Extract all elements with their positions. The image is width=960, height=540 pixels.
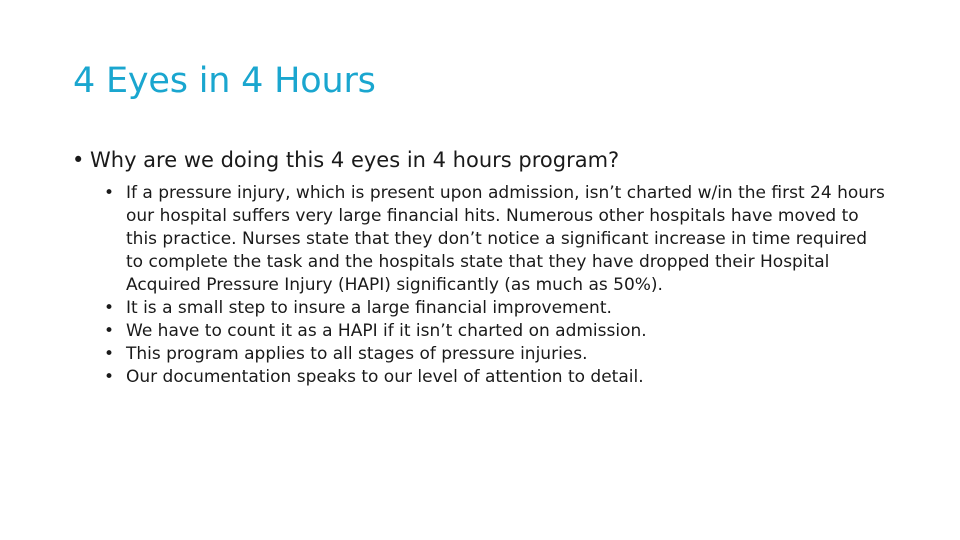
sub-bullet-item (104, 366, 892, 389)
bullet-icon: • (104, 298, 115, 318)
sub-bullet-item (104, 297, 892, 320)
sub-bullet-text: It is a small step to insure a large financial improvement. (126, 298, 612, 318)
sub-bullet-list (104, 182, 892, 389)
sub-bullet-text: This program applies to all stages of pressure injuries. (126, 344, 588, 364)
sub-bullet-item (104, 343, 892, 366)
sub-bullet-text: Our documentation speaks to our level of attention to detail. (126, 367, 644, 387)
slide-content (72, 143, 892, 389)
main-bullet-item (72, 143, 892, 389)
sub-bullet-text: We have to count it as a HAPI if it isn’t charted on admission. (126, 321, 647, 341)
slide-title: 4 Eyes in 4 Hours (73, 61, 376, 101)
bullet-list (72, 143, 892, 389)
sub-bullet-item (104, 320, 892, 343)
bullet-icon: • (104, 321, 115, 341)
bullet-icon: • (104, 367, 115, 387)
bullet-icon: • (72, 148, 85, 172)
sub-bullet-text: If a pressure injury, which is present upon admission, isn’t charted w/in the first 24 hours our hospital suffers very large financial hits. Numerous other hospitals have moved to this practice. Nurses state that they don’t notice a significant increase in time required to complete the task and the hospitals state that they have dropped their Hospital Acquired Pressure Injury (HAPI) significantly (as much as 50%). (126, 183, 885, 295)
sub-bullet-item (104, 182, 886, 297)
bullet-icon: • (104, 183, 115, 203)
main-bullet-text: Why are we doing this 4 eyes in 4 hours program? (90, 148, 620, 172)
bullet-icon: • (104, 344, 115, 364)
